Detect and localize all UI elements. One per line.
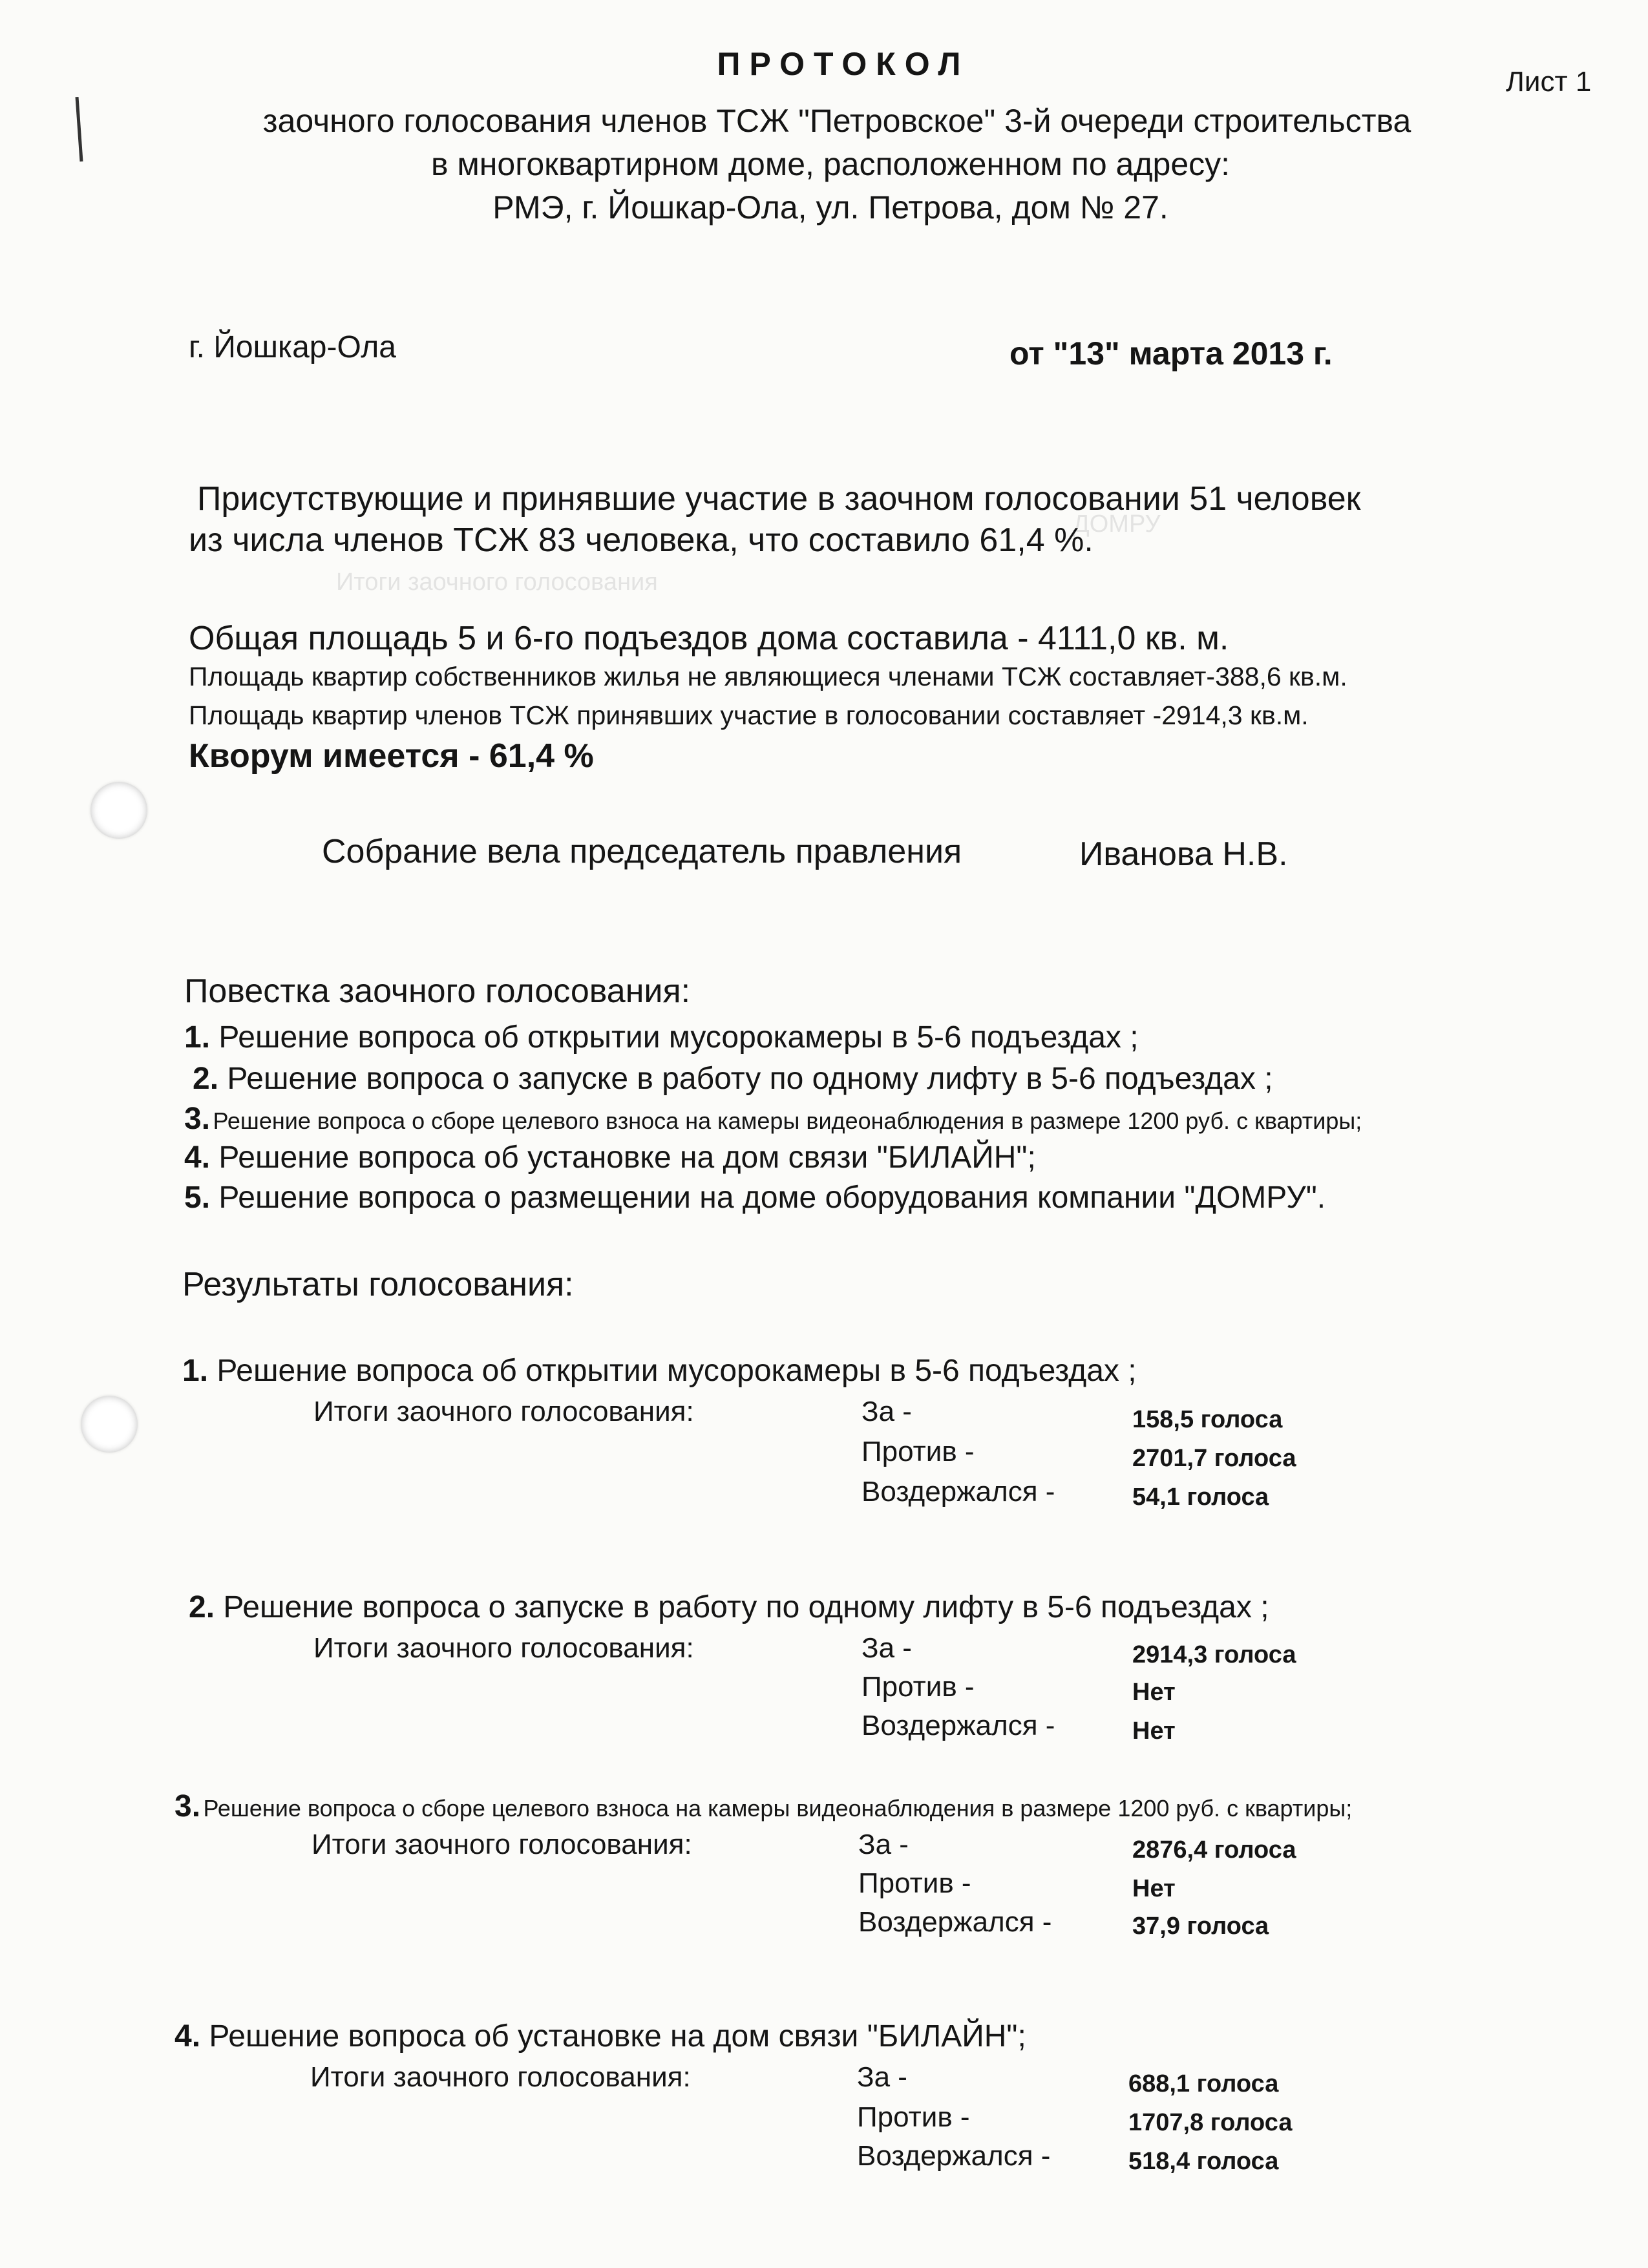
agenda-item-number: 5. — [184, 1181, 211, 1215]
vote-for-value: 2914,3 голоса — [1132, 1641, 1296, 1668]
result-question — [174, 1789, 1352, 1824]
agenda-item-text: Решение вопроса о запуске в работу по одному лифту в 5-6 подъездах ; — [227, 1062, 1273, 1096]
result-question-text: Решение вопроса об установке на дом связи "БИЛАЙН"; — [209, 2019, 1026, 2053]
vote-against-value: Нет — [1132, 1875, 1176, 1902]
vote-for-label: За - — [858, 1829, 909, 1860]
vote-abstain-value: Нет — [1132, 1717, 1176, 1745]
quorum: Кворум имеется - 61,4 % — [189, 737, 594, 775]
agenda-heading: Повестка заочного голосования: — [184, 972, 691, 1010]
attendance-line-2: из числа членов ТСЖ 83 человека, что составило 61,4 %. — [189, 521, 1093, 559]
vote-against-value: 1707,8 голоса — [1128, 2109, 1293, 2136]
sheet-number: Лист 1 — [1506, 66, 1592, 98]
result-question — [189, 1590, 1269, 1625]
agenda-item — [184, 1140, 1036, 1175]
agenda-item-number: 1. — [184, 1020, 211, 1055]
result-question-text: Решение вопроса о запуске в работу по одному лифту в 5-6 подъездах ; — [223, 1590, 1269, 1624]
agenda-item-number: 4. — [184, 1140, 211, 1175]
document-date: от "13" марта 2013 г. — [1009, 335, 1333, 372]
result-totals-label: Итоги заочного голосования: — [310, 2061, 691, 2093]
subtitle-line-2: в многоквартирном доме, расположенном по адресу: — [430, 146, 1231, 182]
vote-against-value: Нет — [1132, 1679, 1176, 1706]
result-totals-label: Итоги заочного голосования: — [313, 1396, 694, 1427]
vote-against-label: Против - — [861, 1671, 975, 1703]
vote-abstain-value: 518,4 голоса — [1128, 2148, 1279, 2175]
vote-against-label: Против - — [857, 2101, 970, 2133]
vote-for-label: За - — [857, 2061, 907, 2093]
punch-hole-top — [90, 782, 147, 839]
chair-name: Иванова Н.В. — [1079, 835, 1288, 873]
vote-against-label: Против - — [861, 1436, 975, 1467]
agenda-item-text: Решение вопроса о размещении на доме оборудования компании "ДОМРУ". — [218, 1181, 1326, 1215]
result-question-text: Решение вопроса о сборе целевого взноса на камеры видеонаблюдения в размере 1200 руб. с квартиры; — [203, 1795, 1353, 1822]
vote-abstain-value: 54,1 голоса — [1132, 1484, 1269, 1511]
vote-for-value: 688,1 голоса — [1128, 2070, 1279, 2097]
vote-abstain-label: Воздержался - — [861, 1476, 1055, 1507]
show-through-text: ДОМРУ — [1073, 510, 1161, 538]
result-question-number: 1. — [182, 1354, 209, 1388]
result-totals-label: Итоги заочного голосования: — [312, 1829, 692, 1860]
vote-for-label: За - — [861, 1632, 912, 1664]
vote-abstain-value: 37,9 голоса — [1132, 1913, 1269, 1940]
agenda-item-number: 3. — [184, 1102, 211, 1136]
agenda-item-text: Решение вопроса об установке на дом связи "БИЛАЙН"; — [218, 1140, 1036, 1175]
result-question-number: 2. — [189, 1590, 215, 1624]
result-question-number: 3. — [174, 1789, 201, 1823]
result-question-number: 4. — [174, 2019, 201, 2053]
results-heading: Результаты голосования: — [182, 1266, 574, 1303]
vote-for-value: 2876,4 голоса — [1132, 1836, 1296, 1864]
vote-against-label: Против - — [858, 1867, 971, 1899]
attendance-line-1: Присутствующие и принявшие участие в заочном голосовании 51 человек — [197, 480, 1361, 518]
document-title: ПРОТОКОЛ — [717, 46, 970, 82]
subtitle-line-3: РМЭ, г. Йошкар-Ола, ул. Петрова, дом № 27. — [492, 189, 1168, 226]
result-question-text: Решение вопроса об открытии мусорокамеры в 5-6 подъездах ; — [217, 1354, 1137, 1388]
agenda-item-text: Решение вопроса о сборе целевого взноса на камеры видеонаблюдения в размере 1200 руб. с квартиры; — [213, 1108, 1362, 1134]
agenda-item — [184, 1020, 1139, 1055]
show-through-text: Итоги заочного голосования — [336, 569, 658, 596]
agenda-item — [193, 1061, 1273, 1097]
result-totals-label: Итоги заочного голосования: — [313, 1632, 694, 1664]
total-area: Общая площадь 5 и 6-го подъездов дома составила - 4111,0 кв. м. — [189, 620, 1229, 657]
vote-for-value: 158,5 голоса — [1132, 1406, 1283, 1433]
vote-for-label: За - — [861, 1396, 912, 1427]
agenda-item-number: 2. — [193, 1062, 219, 1096]
agenda-item-text: Решение вопроса об открытии мусорокамеры в 5-6 подъездах ; — [218, 1020, 1139, 1055]
non-member-area: Площадь квартир собственников жилья не являющиеся членами ТСЖ составляет-388,6 кв.м. — [189, 662, 1347, 691]
result-question — [174, 2019, 1026, 2054]
punch-hole-bottom — [81, 1396, 138, 1453]
vote-against-value: 2701,7 голоса — [1132, 1445, 1296, 1472]
result-question — [182, 1353, 1137, 1389]
chair-label: Собрание вела председатель правления — [322, 833, 962, 870]
city: г. Йошкар-Ола — [189, 330, 396, 364]
vote-abstain-label: Воздержался - — [857, 2140, 1051, 2172]
subtitle-line-1: заочного голосования членов ТСЖ "Петровское" 3-й очереди строительства — [262, 103, 1411, 139]
vote-abstain-label: Воздержался - — [861, 1710, 1055, 1741]
agenda-item — [184, 1180, 1326, 1215]
vote-abstain-label: Воздержался - — [858, 1906, 1052, 1938]
agenda-item — [184, 1101, 1362, 1137]
member-area: Площадь квартир членов ТСЖ принявших участие в голосовании составляет -2914,3 кв.м. — [189, 700, 1309, 730]
